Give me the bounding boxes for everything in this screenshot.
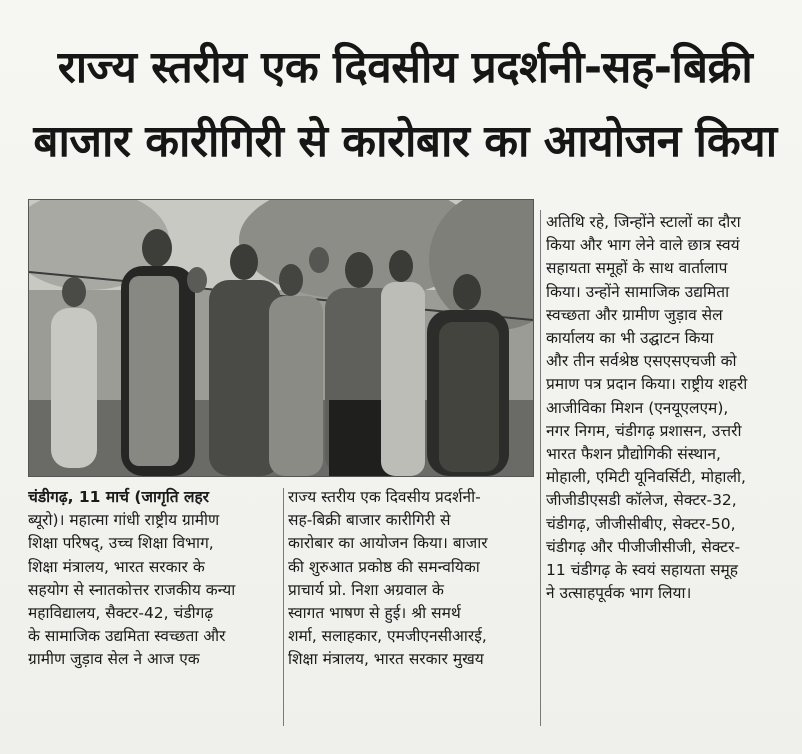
text-line: स्वच्छता और ग्रामीण जुड़ाव सेल xyxy=(546,305,723,324)
dateline: चंडीगढ़, 11 मार्च (जागृति लहर xyxy=(28,488,210,506)
text-line: ग्रामीण जुड़ाव सेल ने आज एक xyxy=(28,650,200,669)
text-line: और तीन सर्वश्रेष्ठ एसएसएचजी को xyxy=(546,352,737,371)
event-photo xyxy=(28,199,534,477)
article-column-1 xyxy=(28,486,278,672)
headline-line-2: बाजार कारीगिरी से कारोबार का आयोजन किया xyxy=(33,116,777,167)
article-column-3 xyxy=(546,211,792,605)
text-line: शर्मा, सलाहकार, एमजीएनसीआरई, xyxy=(288,627,487,646)
text-line: सहयोग से स्नातकोत्तर राजकीय कन्या xyxy=(28,580,236,599)
text-line: कारोबार का आयोजन किया। बाजार xyxy=(288,534,488,553)
text-line: मोहाली, एमिटी यूनिवर्सिटी, मोहाली, xyxy=(546,468,746,487)
text-line: चंडीगढ़ और पीजीजीसीजी, सेक्टर- xyxy=(546,537,741,556)
text-line: प्रमाण पत्र प्रदान किया। राष्ट्रीय शहरी xyxy=(546,375,748,394)
text-line: किया। उन्होंने सामाजिक उद्यमिता xyxy=(546,282,730,301)
text-line: सहायता समूहों के साथ वार्तालाप xyxy=(546,259,728,278)
text-line: ब्यूरो)। महात्मा गांधी राष्ट्रीय ग्रामीण xyxy=(28,511,220,530)
text-line: जीजीडीएसडी कॉलेज, सेक्टर-32, xyxy=(546,491,737,510)
text-line: स्वागत भाषण से हुई। श्री समर्थ xyxy=(288,604,461,623)
text-line: किया और भाग लेने वाले छात्र स्वयं xyxy=(546,236,740,255)
text-line: महाविद्यालय, सैक्टर-42, चंडीगढ़ xyxy=(28,604,214,623)
text-line: सह-बिक्री बाजार कारीगिरी से xyxy=(288,511,451,530)
column-divider xyxy=(540,210,541,726)
group-photo-icon xyxy=(29,200,533,476)
text-line: चंडीगढ़, जीजीसीबीए, सेक्टर-50, xyxy=(546,514,736,533)
text-line: शिक्षा मंत्रालय, भारत सरकार के xyxy=(28,557,205,576)
column-divider xyxy=(283,488,284,726)
text-line: भारत फैशन प्रौद्योगिकी संस्थान, xyxy=(546,445,721,464)
text-line: ने उत्साहपूर्वक भाग लिया। xyxy=(546,584,692,603)
text-line: नगर निगम, चंडीगढ़ प्रशासन, उत्तरी xyxy=(546,421,742,440)
article-column-2 xyxy=(288,486,534,672)
text-line: की शुरुआत प्रकोष्ठ की समन्वयिका xyxy=(288,557,480,576)
text-line: शिक्षा परिषद्, उच्च शिक्षा विभाग, xyxy=(28,534,214,553)
text-line: शिक्षा मंत्रालय, भारत सरकार मुखय xyxy=(288,650,484,669)
text-line: कार्यालय का भी उद्घाटन किया xyxy=(546,329,714,348)
text-line: अतिथि रहे, जिन्होंने स्टालों का दौरा xyxy=(546,213,741,231)
text-line: राज्य स्तरीय एक दिवसीय प्रदर्शनी- xyxy=(288,488,481,506)
text-line: प्राचार्य प्रो. निशा अग्रवाल के xyxy=(288,580,444,599)
text-line: 11 चंडीगढ़ के स्वयं सहायता समूह xyxy=(546,561,739,580)
text-line: आजीविका मिशन (एनयूएलएम), xyxy=(546,398,729,417)
headline-line-1: राज्य स्तरीय एक दिवसीय प्रदर्शनी-सह-बिक्री xyxy=(57,42,753,93)
text-line: के सामाजिक उद्यमिता स्वच्छता और xyxy=(28,627,226,646)
